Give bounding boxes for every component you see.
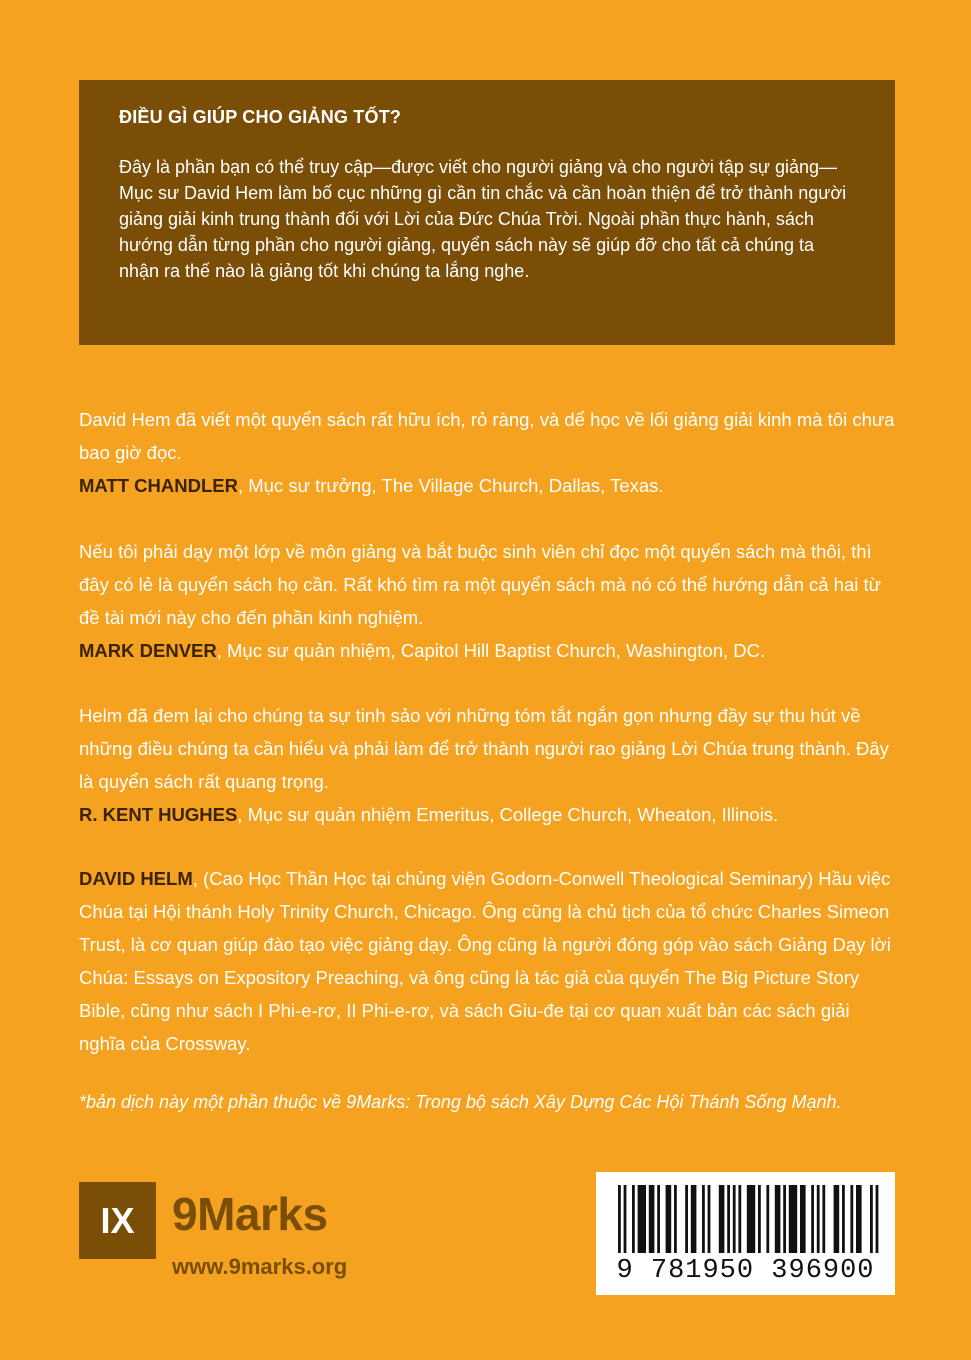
barcode-bar (775, 1185, 781, 1253)
barcode-bar (666, 1185, 672, 1253)
endorsement-quote: Helm đã đem lại cho chúng ta sự tinh sảo với những tóm tắt ngắn gọn nhưng đầy sự thu hút về những điều chúng ta cần hiểu và phải làm để trở thành người rao giảng Lời Chúa trung thành. Đây là quyển sách rất quang trọng. (79, 705, 889, 792)
barcode-bar (624, 1185, 627, 1253)
summary-heading: ĐIỀU GÌ GIÚP CHO GIẢNG TỐT? (119, 107, 402, 127)
barcode-bar (822, 1185, 825, 1253)
barcode-bar (657, 1185, 660, 1253)
publisher-website: www.9marks.org (172, 1254, 348, 1279)
barcode-bar (811, 1185, 814, 1253)
barcode-bar (758, 1185, 761, 1253)
summary-body: Đây là phần bạn có thể truy cập—được viết cho người giảng và cho người tập sự giảng—Mục sư David Hem làm bố cục những gì cần tin chắc và cần hoàn thiện để trở thành người giảng giải kinh trung thành đối với Lời của Đức Chúa Trời. Ngoài phần thực hành, sách hướng dẫn từng phần cho người giảng, quyển sách này sẽ giúp đỡ cho tất cả chúng ta nhận ra thế nào là giảng tốt khi chúng ta lắng nghe. (119, 157, 847, 281)
barcode-bar (719, 1185, 725, 1253)
barcode-bar (702, 1185, 705, 1253)
publisher-brand: 9Marks (172, 1188, 328, 1240)
endorsement-2 (79, 535, 899, 667)
endorsement-1 (79, 403, 899, 502)
barcode-bar (747, 1185, 755, 1253)
author-name: DAVID HELM (79, 868, 193, 889)
isbn-number: 9 781950 396900 (616, 1256, 875, 1286)
barcode-bar (850, 1185, 853, 1253)
barcode-bar (870, 1185, 873, 1253)
barcode-bar (727, 1185, 730, 1253)
barcode-bar (618, 1185, 621, 1253)
barcode-bar (856, 1185, 862, 1253)
author-bio-text: , (Cao Học Thần Học tại chủng viện Godorn-Conwell Theological Seminary) Hầu việc Chúa tại Hội thánh Holy Trinity Church, Chicago. Ông cũng là chủ tịch của tổ chức Charles Simeon Trust, là cơ quan giúp đào tạo việc giảng dạy. Ông cũng là người đóng góp vào sách Giảng Dạy lời Chúa: Essays on Expository Preaching, và ông cũng là tác giả của quyển The Big Picture Story Bible, cũng như sách I Phi-e-rơ, II Phi-e-rơ, và sách Giu-đe tại cơ quan xuất bản các sách giải nghĩa của Crossway. (79, 868, 891, 1054)
barcode-bar (638, 1185, 646, 1253)
barcode-bar (738, 1185, 741, 1253)
endorser-name: R. KENT HUGHES (79, 804, 238, 825)
endorser-title: , Mục sư quản nhiệm, Capitol Hill Baptist Church, Washington, DC. (216, 640, 766, 661)
barcode-bar (817, 1185, 820, 1253)
barcode-bar (685, 1185, 688, 1253)
barcode-bar (789, 1185, 797, 1253)
barcode-bar (708, 1185, 711, 1253)
endorser-title: , Mục sư trưởng, The Village Church, Dallas, Texas. (237, 475, 664, 496)
endorser-name: MATT CHANDLER (79, 475, 238, 496)
isbn-barcode (596, 1172, 895, 1295)
logo-text: IX (100, 1199, 135, 1241)
summary-box (79, 80, 895, 345)
endorsement-quote: Nếu tôi phải dạy một lớp về môn giảng và bắt buộc sinh viên chỉ đọc một quyển sách mà thôi, thì đây có lẻ là quyển sách họ cần. Rất khó tìm ra một quyển sách mà nó có thể hướng dẫn cả hai từ đề tài mới này cho đến phần kinh nghiệm. (79, 541, 882, 628)
barcode-bar (691, 1185, 697, 1253)
barcode-bar (876, 1185, 879, 1253)
author-bio (79, 862, 899, 1060)
barcode-bar (800, 1185, 806, 1253)
barcode-bar (783, 1185, 786, 1253)
endorser-title: , Mục sư quản nhiệm Emeritus, College Church, Wheaton, Illinois. (237, 804, 779, 825)
barcode-bar (842, 1185, 845, 1253)
endorsement-quote: David Hem đã viết một quyển sách rất hữu ích, rỏ ràng, và dể học về lối giảng giải kinh mà tôi chưa bao giờ đọc. (79, 409, 895, 463)
endorsement-3 (79, 699, 899, 831)
barcode-bar (834, 1185, 840, 1253)
barcode-bar (649, 1185, 655, 1253)
publisher-logo (79, 1182, 156, 1259)
translation-footnote: *bản dịch này một phần thuộc về 9Marks: Trong bộ sách Xây Dựng Các Hội Thánh Sống Mạnh. (79, 1092, 842, 1112)
barcode-bar (733, 1185, 736, 1253)
barcode-bar (632, 1185, 635, 1253)
endorser-name: MARK DENVER (79, 640, 217, 661)
barcode-bar (766, 1185, 769, 1253)
barcode-bar (674, 1185, 677, 1253)
